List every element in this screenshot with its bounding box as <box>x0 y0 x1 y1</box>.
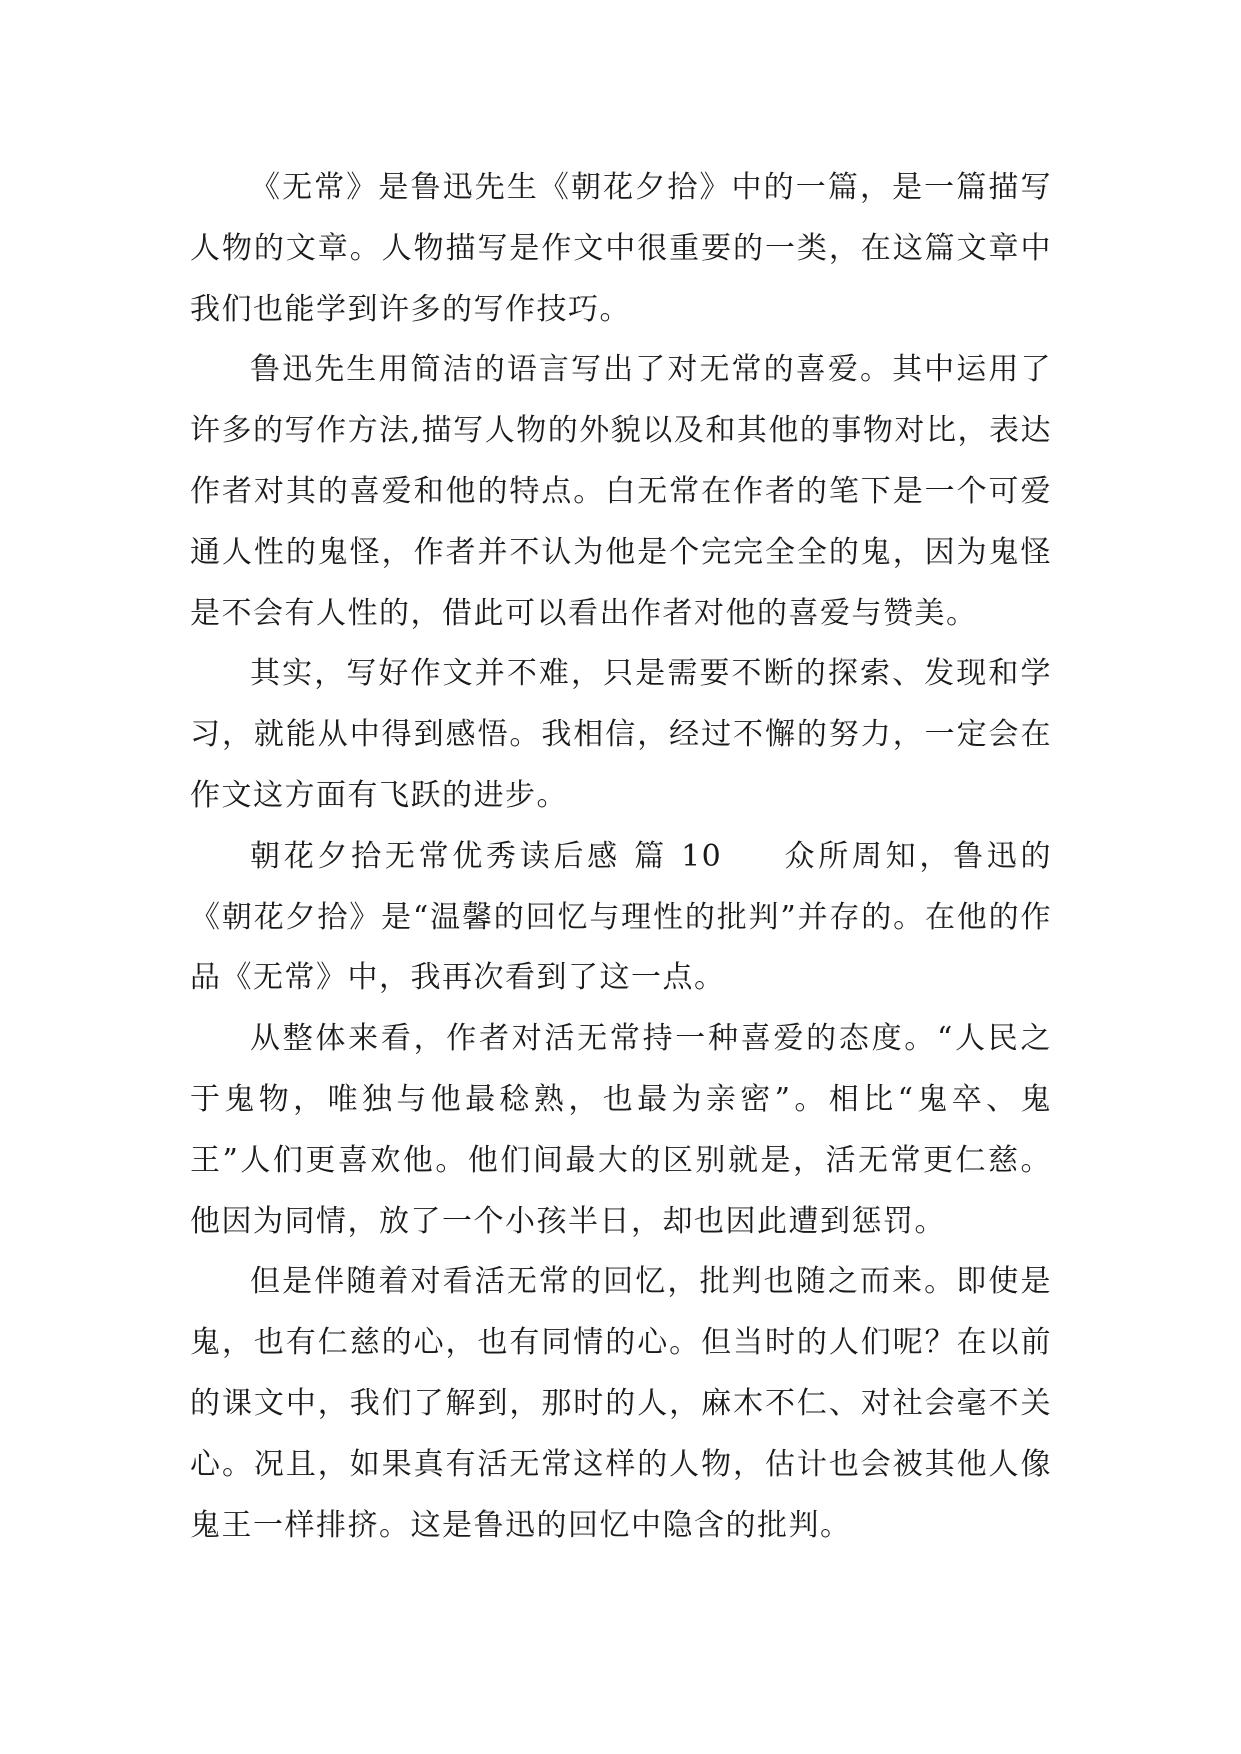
paragraph: 从整体来看，作者对活无常持一种喜爱的态度。“人民之于鬼物，唯独与他最稔熟，也最为亲密”。相比“鬼卒、鬼王”人们更喜欢他。他们间最大的区别就是，活无常更仁慈。他因为同情，放了一个小孩半日，却也因此遭到惩罚。 <box>190 1021 1052 1239</box>
paragraph: 《无常》是鲁迅先生《朝花夕拾》中的一篇，是一篇描写人物的文章。人物描写是作文中很重要的一类，在这篇文章中我们也能学到许多的写作技巧。 <box>190 170 1052 327</box>
section-heading: 朝花夕拾无常优秀读后感 篇 10 <box>250 838 723 874</box>
section-lead-text: 众所周知，鲁迅的《朝花夕拾》是“温馨的回忆与理性的批判”并存的。在他的作品《无常》中，我再次看到了这一点。 <box>190 838 1053 996</box>
paragraph: 其实，写好作文并不难，只是需要不断的探索、发现和学习，就能从中得到感悟。我相信，经过不懈的努力，一定会在作文这方面有飞跃的进步。 <box>190 656 1052 813</box>
paragraph: 但是伴随着对看活无常的回忆，批判也随之而来。即使是鬼，也有仁慈的心，也有同情的心。但当时的人们呢？在以前的课文中，我们了解到，那时的人，麻木不仁、对社会毫不关心。况且，如果真有活无常这样的人物，估计也会被其他人像鬼王一样排挤。这是鲁迅的回忆中隐含的批判。 <box>190 1264 1052 1543</box>
paragraph: 鲁迅先生用简洁的语言写出了对无常的喜爱。其中运用了许多的写作方法,描写人物的外貌以及和其他的事物对比，表达作者对其的喜爱和他的特点。白无常在作者的笔下是一个可爱通人性的鬼怪，作者并不认为他是个完完全全的鬼，因为鬼怪是不会有人性的，借此可以看出作者对他的喜爱与赞美。 <box>190 352 1052 631</box>
document-body <box>190 158 1052 1556</box>
section-paragraph <box>190 827 1052 1009</box>
